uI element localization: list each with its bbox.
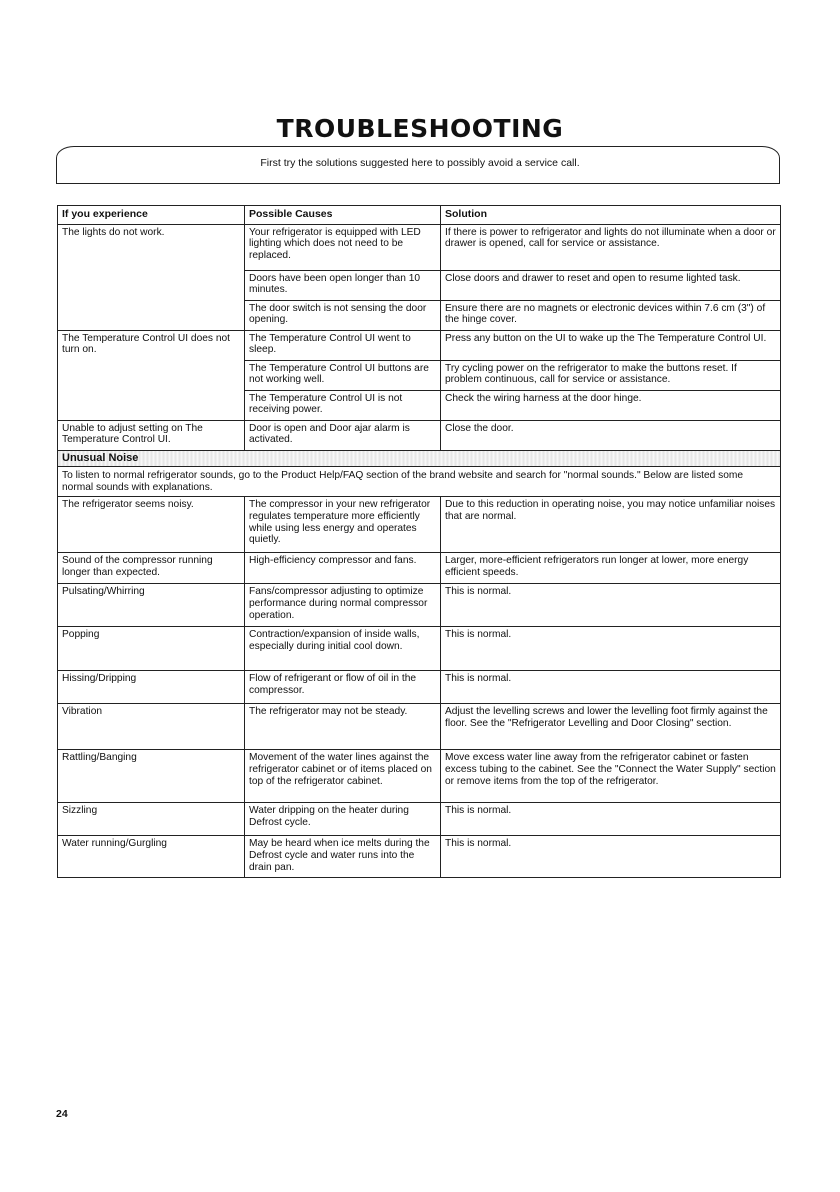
cause-cell: May be heard when ice melts during the Defrost cycle and water runs into the drain pan. [245, 836, 441, 878]
cause-cell: Doors have been open longer than 10 minutes. [245, 270, 441, 300]
experience-cell [58, 300, 245, 330]
solution-cell: This is normal. [441, 836, 781, 878]
solution-cell: Close doors and drawer to reset and open to resume lighted task. [441, 270, 781, 300]
header-solution: Solution [441, 206, 781, 225]
experience-cell: The Temperature Control UI does not turn on. [58, 330, 245, 360]
solution-cell: Check the wiring harness at the door hinge. [441, 390, 781, 420]
experience-cell: Hissing/Dripping [58, 671, 245, 704]
troubleshooting-table [57, 205, 781, 878]
experience-cell: The lights do not work. [58, 224, 245, 270]
cause-cell: The Temperature Control UI went to sleep. [245, 330, 441, 360]
cause-cell: Your refrigerator is equipped with LED lighting which does not need to be replaced. [245, 224, 441, 270]
experience-cell: Sizzling [58, 803, 245, 836]
solution-cell: Due to this reduction in operating noise, you may notice unfamiliar noises that are normal. [441, 497, 781, 553]
cause-cell: High-efficiency compressor and fans. [245, 553, 441, 584]
table-row [58, 270, 781, 300]
solution-cell: This is normal. [441, 671, 781, 704]
page-title: TROUBLESHOOTING [276, 114, 564, 143]
experience-cell: The refrigerator seems noisy. [58, 497, 245, 553]
solution-cell: Press any button on the UI to wake up the The Temperature Control UI. [441, 330, 781, 360]
solution-cell: This is normal. [441, 627, 781, 671]
section-heading: Unusual Noise [58, 450, 781, 467]
cause-cell: The Temperature Control UI is not receiving power. [245, 390, 441, 420]
solution-cell: This is normal. [441, 803, 781, 836]
table-row [58, 584, 781, 627]
experience-cell: Popping [58, 627, 245, 671]
solution-cell: Adjust the levelling screws and lower the levelling foot firmly against the floor. See the "Refrigerator Levelling and Door Closing" section. [441, 704, 781, 750]
cause-cell: The door switch is not sensing the door opening. [245, 300, 441, 330]
table-row [58, 497, 781, 553]
table-row [58, 704, 781, 750]
table-row [58, 360, 781, 390]
solution-cell: If there is power to refrigerator and lights do not illuminate when a door or drawer is opened, call for service or assistance. [441, 224, 781, 270]
cause-cell: Contraction/expansion of inside walls, especially during initial cool down. [245, 627, 441, 671]
solution-cell: Larger, more-efficient refrigerators run longer at lower, more energy efficient speeds. [441, 553, 781, 584]
experience-cell [58, 360, 245, 390]
table-row [58, 750, 781, 803]
experience-cell [58, 390, 245, 420]
cause-cell: Flow of refrigerant or flow of oil in the compressor. [245, 671, 441, 704]
cause-cell: Water dripping on the heater during Defrost cycle. [245, 803, 441, 836]
noise-note: To listen to normal refrigerator sounds, go to the Product Help/FAQ section of the brand website and search for "normal sounds." Below are listed some normal sounds with explanations. [58, 467, 781, 497]
cause-cell: Movement of the water lines against the refrigerator cabinet or of items placed on top of the refrigerator cabinet. [245, 750, 441, 803]
experience-cell: Rattling/Banging [58, 750, 245, 803]
table-row [58, 627, 781, 671]
experience-cell: Unable to adjust setting on The Temperature Control UI. [58, 420, 245, 450]
experience-cell: Sound of the compressor running longer than expected. [58, 553, 245, 584]
table-row [58, 300, 781, 330]
cause-cell: The Temperature Control UI buttons are not working well. [245, 360, 441, 390]
note-row [58, 467, 781, 497]
cause-cell: The refrigerator may not be steady. [245, 704, 441, 750]
cause-cell: The compressor in your new refrigerator regulates temperature more efficiently while using less energy and operates quietly. [245, 497, 441, 553]
table-row [58, 224, 781, 270]
table-row [58, 330, 781, 360]
table-row [58, 420, 781, 450]
solution-cell: Ensure there are no magnets or electronic devices within 7.6 cm (3") of the hinge cover. [441, 300, 781, 330]
experience-cell [58, 270, 245, 300]
experience-cell: Pulsating/Whirring [58, 584, 245, 627]
header-causes: Possible Causes [245, 206, 441, 225]
experience-cell: Vibration [58, 704, 245, 750]
table-row [58, 836, 781, 878]
cause-cell: Fans/compressor adjusting to optimize performance during normal compressor operation. [245, 584, 441, 627]
table-row [58, 553, 781, 584]
solution-cell: This is normal. [441, 584, 781, 627]
cause-cell: Door is open and Door ajar alarm is activated. [245, 420, 441, 450]
table-row [58, 390, 781, 420]
solution-cell: Close the door. [441, 420, 781, 450]
solution-cell: Move excess water line away from the refrigerator cabinet or fasten excess tubing to the cabinet. See the "Connect the Water Supply" section or remove items from the top of the refrigerator. [441, 750, 781, 803]
table-row [58, 803, 781, 836]
solution-cell: Try cycling power on the refrigerator to make the buttons reset. If problem continuous, call for service or assistance. [441, 360, 781, 390]
section-row [58, 450, 781, 467]
header-experience: If you experience [58, 206, 245, 225]
page-number: 24 [56, 1108, 68, 1120]
experience-cell: Water running/Gurgling [58, 836, 245, 878]
table-row [58, 671, 781, 704]
intro-text: First try the solutions suggested here to possibly avoid a service call. [260, 157, 580, 169]
table-header-row [58, 206, 781, 225]
